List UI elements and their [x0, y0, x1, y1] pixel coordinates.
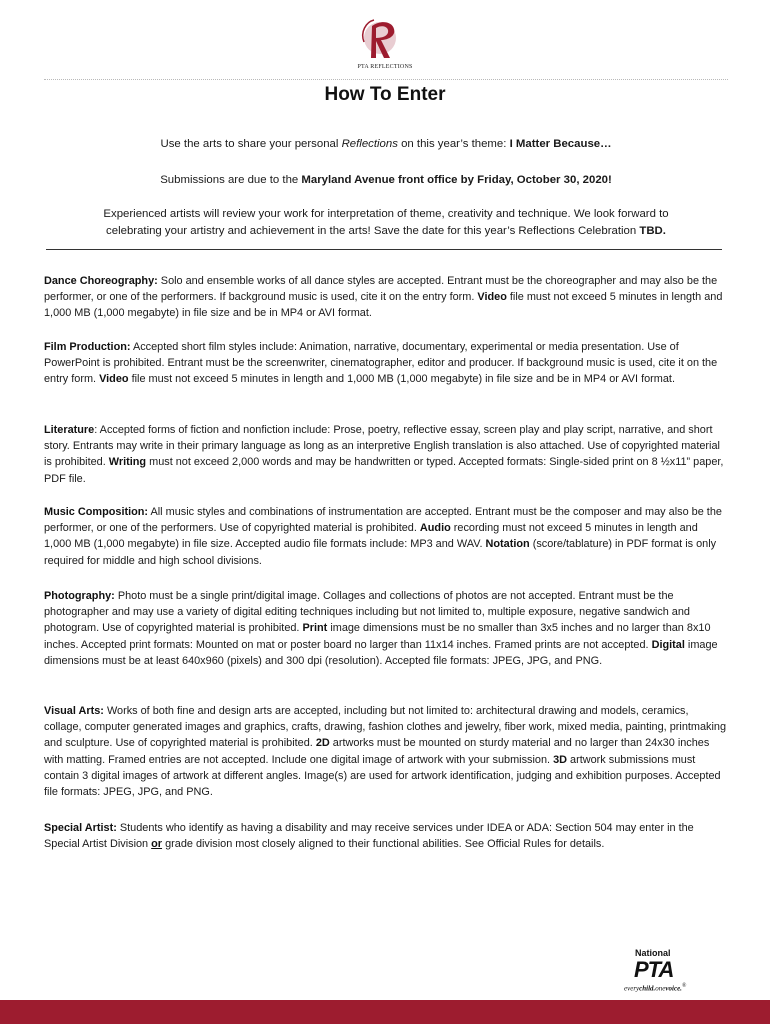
celebration-date: TBD. [639, 224, 666, 237]
theme-line: Use the arts to share your personal Reflections on this year’s theme: I Matter Because… [160, 138, 612, 150]
page-title: How To Enter [324, 84, 446, 105]
section-heading: Photography: [44, 590, 115, 602]
section-divider [46, 249, 722, 250]
logo-caption: PTA REFLECTIONS [357, 64, 413, 70]
section-heading: Special Artist: [44, 822, 117, 834]
section-heading: Dance Choreography: [44, 275, 158, 287]
review-paragraph: Experienced artists will review your work for interpretation of theme, creativity and technique. We look forward to celebrating your artistry and achievement in the arts! Save the date for this year’s Reflections Celebration TBD. [103, 208, 669, 237]
section-heading: Film Production: [44, 341, 131, 353]
pta-tagline: everychild.onevoice.® [624, 983, 687, 993]
national-pta-logo: National PTA everychild.onevoice.® [624, 948, 687, 993]
pta-reflections-logo [340, 12, 430, 68]
section-heading: Visual Arts: [44, 705, 104, 717]
reflections-r-icon [350, 12, 420, 64]
visual-arts-section: Visual Arts: Works of both fine and design arts are accepted, including but not limited to: architectural drawing and models, ceramics, collage, computer generated images and graphics, crafts, drawing, fashion clothes and jewelry, fiber work, mixed media, painting, printmaking and sculpture. Use of copyrighted material is prohibited. 2D artworks must be mounted on sturdy material and no larger than 24x30 inches with matting. Framed entries are not accepted. Include one digital image of artwork with your submission. 3D artwork submissions must contain 3 digital images of artwork at different angles. Image(s) are used for artwork identification, judging and exhibition purposes. Accepted file formats: JPEG, JPG, and PNG. [44, 705, 727, 799]
literature-section: Literature: Accepted forms of fiction and nonfiction include: Prose, poetry, reflective essay, screen play and play script, narrative, and short story. Entrants may write in their primary language as long as an interpretive English translation is also attached. Use of copyrighted material is prohibited. Writing must not exceed 2,000 words and may be handwritten or typed. Accepted formats: Single-sided print on 8 ½x11” paper, PDF file. [44, 424, 724, 485]
film-production-section: Film Production: Accepted short film styles include: Animation, narrative, documentary, experimental or media presentation. Use of PowerPoint is prohibited. Entrant must be the screenwriter, cinematographer, editor and producer. If background music is used, cite it on the entry form. Video file must not exceed 5 minutes in length and 1,000 MB (1,000 megabyte) in file size and be in MP4 or AVI format. [44, 341, 718, 386]
section-heading: Music Composition: [44, 506, 149, 518]
photography-section: Photography: Photo must be a single print/digital image. Collages and collections of photos are not accepted. Entrant must be the photographer and may use a variety of digital editing techniques including but not limited to, multiple exposure, negative sandwich and photogram. Use of copyrighted material is prohibited. Print image dimensions must be no smaller than 3x5 inches and no larger than 8x10 inches. Accepted print formats: Mounted on mat or poster board no larger than 11x14 inches. Framed prints are not accepted. Digital image dimensions must be at least 640x960 (pixels) and 300 dpi (resolution). Accepted file formats: JPEG, JPG, and PNG. [44, 590, 718, 667]
section-heading: Literature [44, 424, 95, 436]
due-date: Maryland Avenue front office by Friday, October 30, 2020! [301, 174, 612, 186]
footer-bar [0, 1000, 770, 1024]
special-artist-section: Special Artist: Students who identify as having a disability and may receive services under IDEA or ADA: Section 504 may enter in the Special Artist Division or grade division most closely aligned to their functional abilities. See Official Rules for details. [44, 822, 694, 851]
pta-wordmark: PTA [634, 957, 674, 982]
due-date-line: Submissions are due to the Maryland Avenue front office by Friday, October 30, 2020! [160, 174, 612, 186]
theme-name: I Matter Because… [509, 138, 612, 150]
music-composition-section: Music Composition: All music styles and combinations of instrumentation are accepted. Entrant must be the composer and may also be the performer, or one of the performers. Use of copyrighted material is prohibited. Audio recording must not exceed 5 minutes in length and 1,000 MB (1,000 megabyte) in file size. Accepted audio file formats include: MP3 and WAV. Notation (score/tablature) in PDF format is only required for middle and high school divisions. [44, 506, 722, 567]
dance-choreography-section: Dance Choreography: Solo and ensemble works of all dance styles are accepted. Entrant must be the choreographer and may also be the performer, or one of the performers. If background music is used, cite it on the entry form. Video file must not exceed 5 minutes in length and 1,000 MB (1,000 megabyte) in file size and be in MP4 or AVI format. [44, 275, 723, 320]
header-divider [44, 79, 728, 80]
